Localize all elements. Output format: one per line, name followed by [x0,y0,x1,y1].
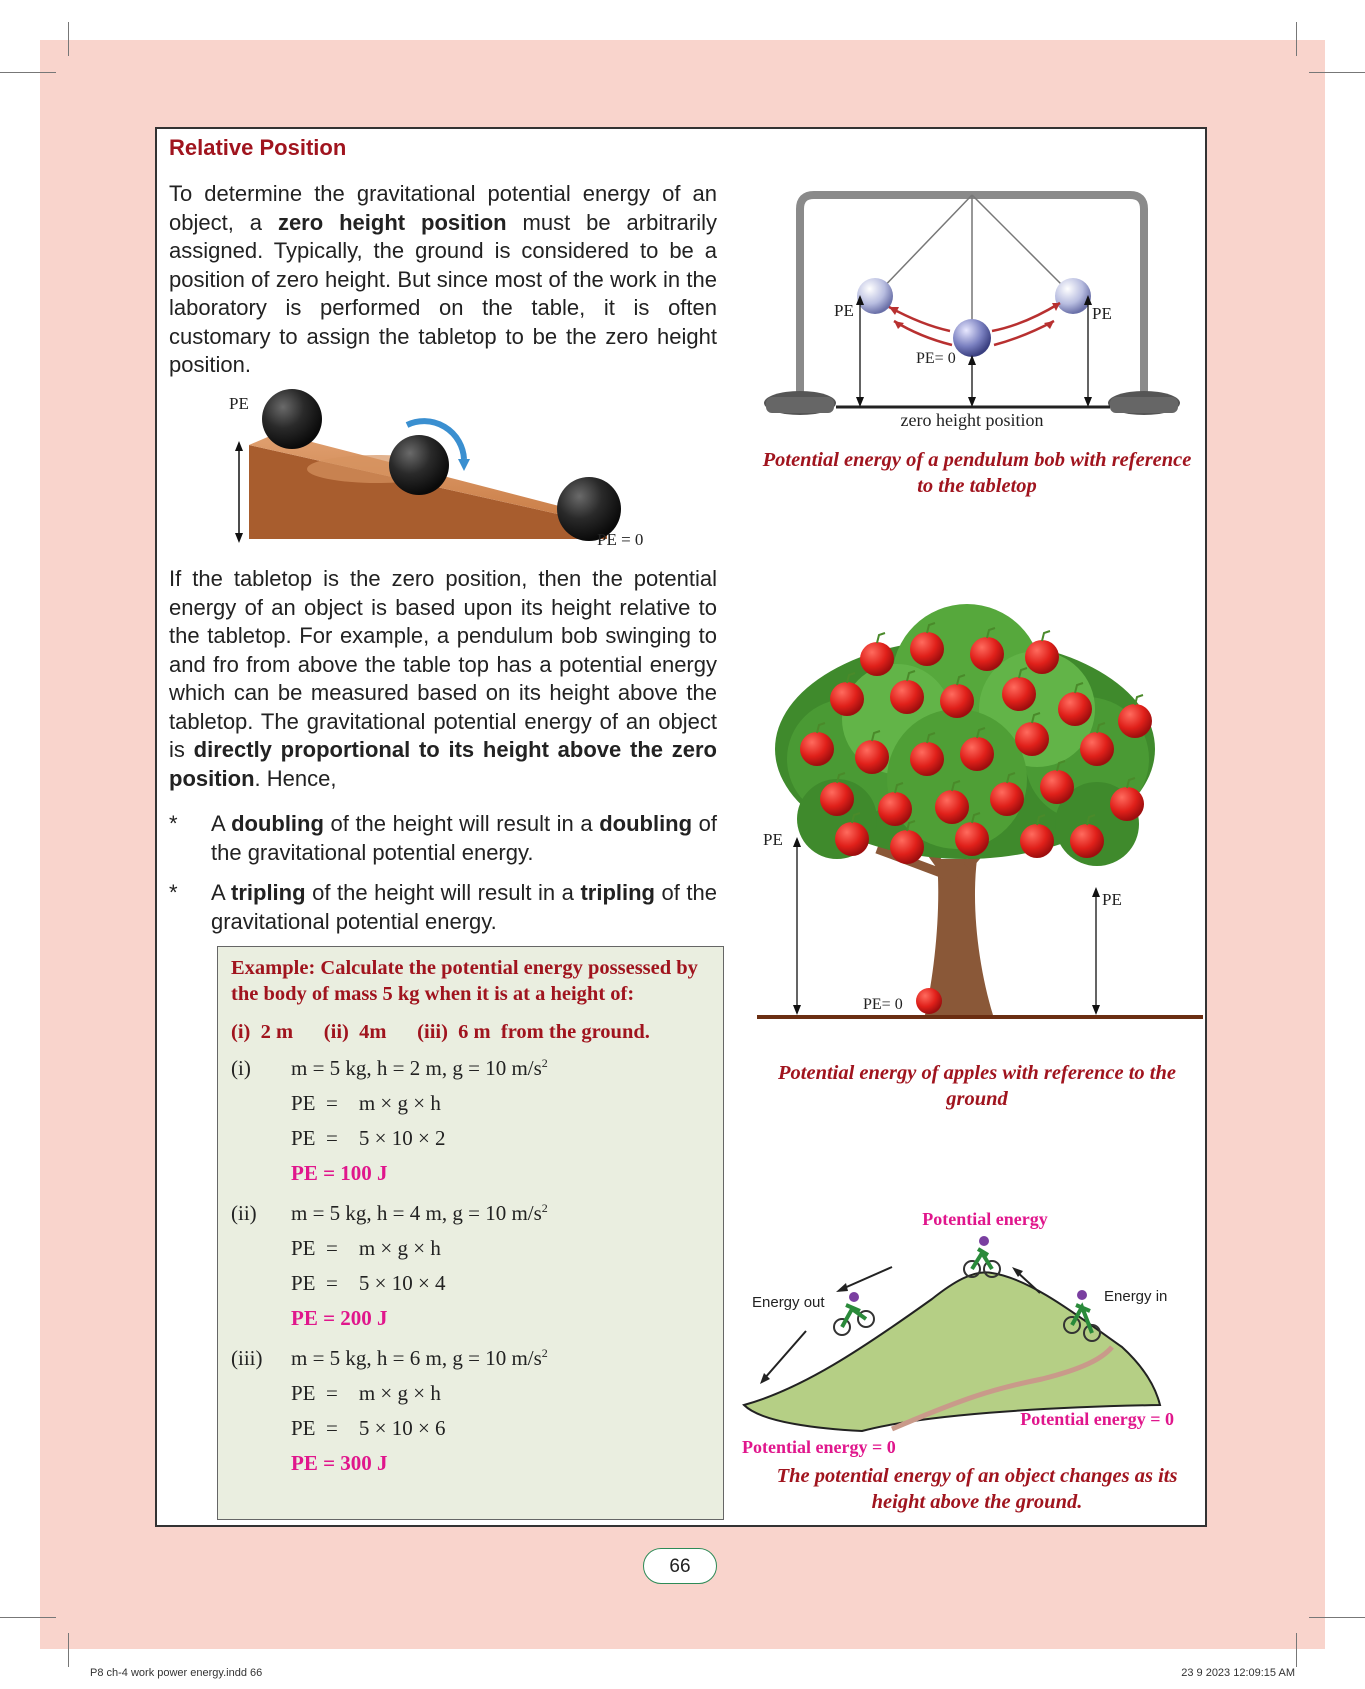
given-text: m = 5 kg, h = 2 m, g = 10 m/s [291,1056,542,1080]
footer-slug-left: P8 ch-4 work power energy.indd 66 [90,1667,263,1679]
example-box [217,946,724,1520]
energy-out-label: Energy out [752,1294,825,1311]
crop-mark [68,1633,69,1667]
bold-phrase: tripling [231,880,306,905]
ball-top [262,389,322,449]
apple [800,732,834,766]
apple [910,742,944,776]
bold-phrase: directly proportional to its height above the zero position [169,737,717,791]
apple-stem [1042,631,1050,641]
text-run: A [211,811,232,836]
apple [1118,704,1152,738]
apple [955,822,989,856]
intro-paragraph [169,180,717,380]
bullet-star: * [169,880,178,905]
apple [830,682,864,716]
formula-line: PE = m × g × h [291,1381,441,1405]
hill-illustration [742,1209,1202,1457]
tree-pe-right: PE [1102,890,1122,909]
apple [890,830,924,864]
ramp-pe-label: PE [229,394,249,413]
part-number: (ii) [231,1201,257,1225]
footer-slug-right: 23 9 2023 12:09:15 AM [1181,1667,1295,1679]
pendulum-pe-right: PE [1092,304,1112,323]
ramp-pe0-label: PE = 0 [597,530,644,549]
pe0-right-label: Potential energy = 0 [1020,1409,1174,1429]
zero-height-label: zero height position [900,410,1044,430]
text-run: must be arbitrarily assigned. Typically, the ground is considered to be a position of zero height. But since most of the work in the laboratory is performed on the table, it is often customary to assign the tabletop to be the zero height position. [169,209,717,377]
apple [820,782,854,816]
given-values [291,1201,548,1226]
crop-mark [68,22,69,56]
example-question: Example: Calculate the potential energy possessed by the body of mass 5 kg when it is at a height of: [231,957,698,1005]
bullet-tripling [169,879,717,936]
crop-mark [0,72,56,73]
answer-line: PE = 300 J [291,1451,388,1475]
text-run: If the tabletop is the zero position, then the potential energy of an object is based upon its height relative to the tabletop. For example, a pendulum bob swinging to and fro from above the table top has a potential energy which can be measured based on its height above the tabletop. The gravitational potential energy of an object is [169,566,717,762]
hill-top-label: Potential energy [922,1209,1048,1229]
exponent: 2 [541,1201,548,1215]
cyclist-icon [834,1292,874,1335]
apple [935,790,969,824]
cyclist-icon [964,1236,1000,1277]
bullet-text [211,879,717,936]
apple [970,637,1004,671]
crop-mark [0,1617,56,1618]
formula-line: PE = m × g × h [291,1091,441,1115]
hill-caption: The potential energy of an object changes as its height above the ground. [776,1465,1178,1513]
apple [890,680,924,714]
apple [990,782,1024,816]
part-number: (iii) [231,1346,263,1370]
crop-mark [1296,22,1297,56]
apple [835,822,869,856]
apple [1070,824,1104,858]
example-options: (i) 2 m (ii) 4m (iii) 6 m from the ground. [231,1021,650,1043]
apple [1040,770,1074,804]
apple [1002,677,1036,711]
bold-phrase: doubling [599,811,693,836]
formula-line: PE = m × g × h [291,1236,441,1260]
apple [960,737,994,771]
substitution-line: PE = 5 × 10 × 6 [291,1416,446,1440]
tree-caption: Potential energy of apples with reference to the ground [778,1062,1176,1110]
exponent: 2 [541,1346,548,1360]
energy-in-label: Energy in [1104,1288,1168,1305]
bold-phrase: zero height position [277,209,507,235]
apple [940,684,974,718]
bob-center [953,319,991,357]
apple [1025,640,1059,674]
apple [855,740,889,774]
substitution-line: PE = 5 × 10 × 4 [291,1271,446,1295]
bullet-doubling [169,810,717,867]
fallen-apple [916,988,942,1014]
text-run: of the height will result in a [305,880,581,905]
bold-phrase: tripling [580,880,655,905]
text-run: A [211,880,231,905]
crop-mark [1309,1617,1365,1618]
given-values [291,1346,548,1371]
answer-line: PE = 200 J [291,1306,388,1330]
bold-phrase: doubling [231,811,324,836]
body-paragraph [169,565,717,793]
pendulum-illustration [762,181,1202,431]
ramp-illustration [229,389,717,549]
apple [910,632,944,666]
text-run: of the gravitational potential energy. [211,811,717,865]
apple [1058,692,1092,726]
given-values [291,1056,548,1081]
given-text: m = 5 kg, h = 6 m, g = 10 m/s [291,1346,542,1370]
pendulum-caption: Potential energy of a pendulum bob with reference to the tabletop [762,449,1192,497]
pendulum-pe0: PE= 0 [916,350,956,367]
ball-middle [389,435,449,495]
pe0-left-label: Potential energy = 0 [742,1437,896,1457]
content-frame [155,127,1207,1527]
tree-illustration [757,609,1203,1029]
apple-stem [1135,695,1143,705]
page-number: 66 [643,1548,717,1584]
bullet-text [211,810,717,867]
bob-left [857,278,893,314]
apple [1110,787,1144,821]
answer-line: PE = 100 J [291,1161,388,1185]
text-run: of the height will result in a [323,811,600,836]
tree-pe0: PE= 0 [863,996,903,1013]
tree-pe-left: PE [763,830,783,849]
apple [1015,722,1049,756]
part-number: (i) [231,1056,251,1080]
bob-right [1055,278,1091,314]
given-text: m = 5 kg, h = 4 m, g = 10 m/s [291,1201,542,1225]
apple [1020,824,1054,858]
bullet-star: * [169,811,178,836]
substitution-line: PE = 5 × 10 × 2 [291,1126,446,1150]
text-run: . Hence, [254,765,337,791]
text-run: To determine the gravitational potential energy of an object, a [169,181,717,235]
crop-mark [1296,1633,1297,1667]
pendulum-pe-left: PE [834,301,854,320]
apple [1080,732,1114,766]
section-heading: Relative Position [169,135,347,160]
exponent: 2 [541,1056,548,1070]
apple-stem [877,633,885,643]
text-run: of the gravitational potential energy. [211,880,717,934]
apple [860,642,894,676]
apple [878,792,912,826]
crop-mark [1309,72,1365,73]
